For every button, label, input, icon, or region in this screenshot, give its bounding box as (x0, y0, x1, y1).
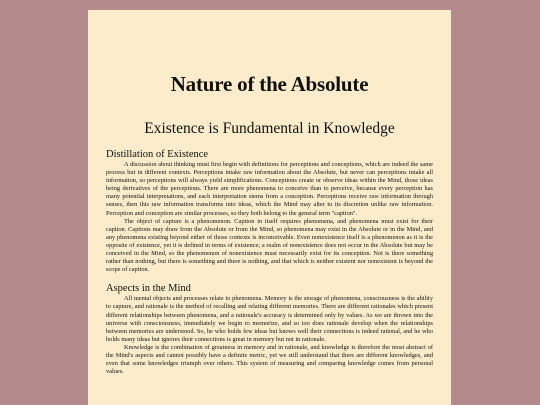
document-title: Nature of the Absolute (170, 72, 369, 96)
section-distillation-of-existence (106, 149, 433, 274)
paragraph: A discussion about thinking must first begin with definitions for perceptions and conceptions, which are indeed the same process but in different contexts. Perceptions intake raw information about the Absolute, but never can perceptions intake all information, so perceptions will always yield simplifications. Conceptions create or observe ideas within the Mind, those ideas being derivatives of the perceptions. There are more phenomena to conceive than to perceive, because every perception has many potential interpretations, and each interpretation stems from a conception. Perceptions receive raw information through senses, then this raw information transforms into ideas, which the Mind may alter to its discretion unlike raw information. Perception and conception are similar processes, so they both belong to the general term "caption". (106, 161, 433, 217)
section-aspects-in-the-mind (106, 283, 433, 376)
paragraph: All mental objects and processes relate to phenomena. Memory is the storage of phenomena, consciousness is the ability to capture, and rationale is the method of recalling and relating different memories. There are different rationales which present different relationships between phenomena, and a rationale's accuracy is determined only by values. As we are thrown into the universe with consciousness, immediately we begin to memorize, and so too does rationale develop when the relationships between memories are understood. So, he who holds few ideas but knows well their connections is indeed rational, and he who holds many ideas but ignores their connections is great in memory but not in rationale. (106, 295, 433, 343)
document-page (88, 10, 451, 405)
paragraph: The object of capture is a phenomenon. Caption in itself requires phenomena, and phenomena must exist for their caption. Captions may draw from the Absolute or from the Mind, so phenomena may exist in the Absolute or in the Mind, and any phenomena existing beyond either of those contexts is inconceivable. Even nonexistence itself is a phenomenon as it is the opposite of existence, yet it is defined in terms of existence; a realm of nonexistence does not occur in the Absolute but may be conceived in the Mind, so the phenomenon of nonexistence must necessarily exist for its conception. Not is there something rather than nothing, but there is something and there is nothing, and that which is neither existent nor nonexistent is beyond the scope of caption. (106, 217, 433, 274)
document-subtitle: Existence is Fundamental in Knowledge (144, 120, 395, 137)
section-heading: Aspects in the Mind (106, 283, 191, 295)
paragraph: Knowledge is the combination of greatness in memory and in rationale, and knowledge is therefore the most abstract of the Mind's aspects and cannot possibly have a definite metric, yet we still understand that there are different knowledges, and even that some knowledges triumph over others. This system of measuring and comparing knowledge comes from personal values. (106, 343, 433, 376)
section-heading: Distillation of Existence (106, 149, 209, 160)
